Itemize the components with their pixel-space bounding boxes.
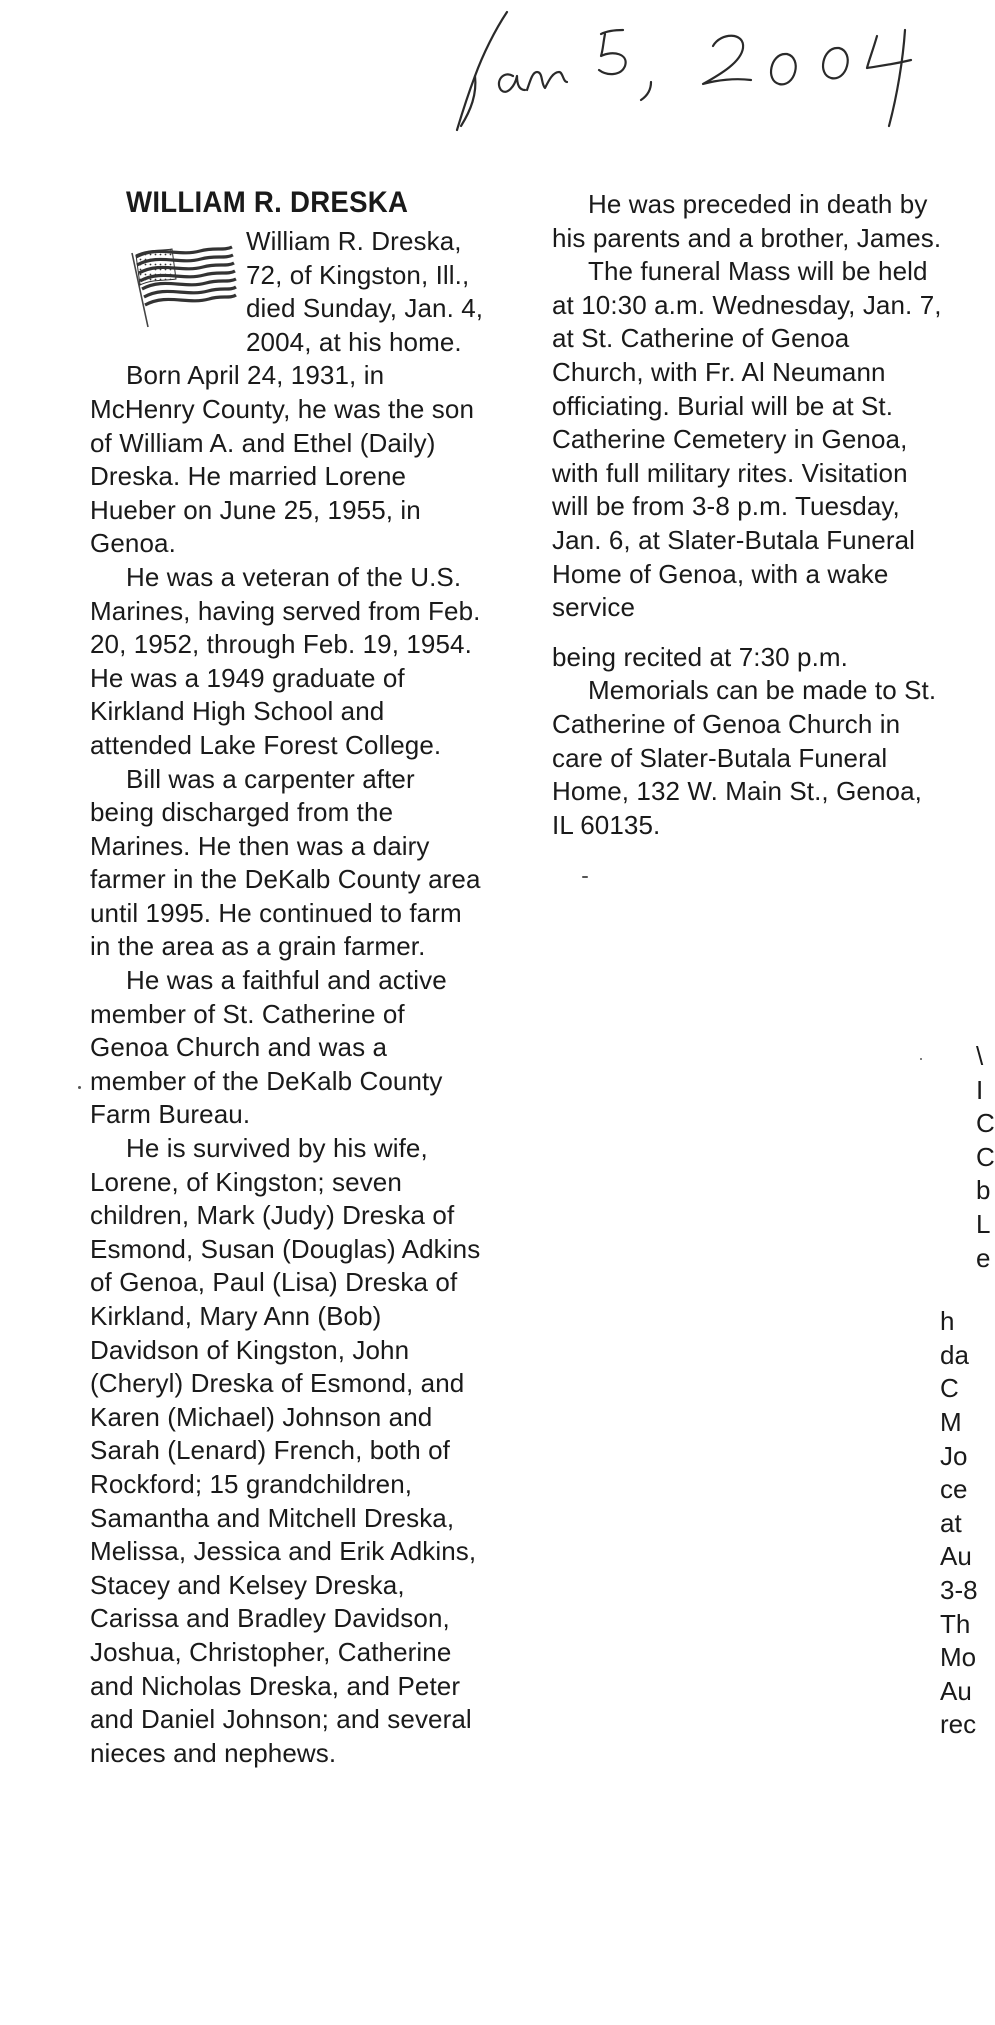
- obituary-paragraph-church: He was a faithful and active member of St. Catherine of Genoa Church and was a member of the DeKalb County Farm Bureau.: [90, 965, 447, 1130]
- obituary-paragraph-intro: William R. Dreska, 72, of Kingston, Ill., died Sunday, Jan. 4, 2004, at his home.: [246, 226, 484, 357]
- obituary-paragraph-memorials: Memorials can be made to St. Catherine of Genoa Church in care of Slater-Butala Funeral Home, 132 W. Main St., Genoa, IL 60135.: [552, 675, 937, 840]
- fragment-lower: Jo: [940, 1440, 968, 1471]
- obituary-paragraph-military: He was a veteran of the U.S. Marines, having served from Feb. 20, 1952, through Feb. 19, 1954. He was a 1949 graduate of Kirkland High School and attended Lake Forest College.: [90, 561, 481, 760]
- fragment-upper: L: [976, 1208, 991, 1239]
- fragment-lower: ce: [940, 1474, 968, 1505]
- fragment-lower: 3-8: [940, 1574, 978, 1605]
- fragment-lower: da: [940, 1339, 969, 1370]
- fragment-upper: e: [976, 1242, 991, 1273]
- obituary-paragraph-survivors: He is survived by his wife, Lorene, of Kingston; seven children, Mark (Judy) Dreska of Esmond, Susan (Douglas) Adkins of Genoa, Paul (Lisa) Dreska of Kirkland, Mary Ann (Bob) Davidson of Kingston, John (Cheryl) Dreska of Esmond, and Karen (Michael) Johnson and Sarah (Lenard) French, both of Rockford; 15 grandchildren, Samantha and Mitchell Dreska, Melissa, Jessica and Erik Adkins, Stacey and Kelsey Dreska, Carissa and Bradley Davidson, Joshua, Christopher, Catherine and Nicholas Dreska, and Peter and Daniel Johnson; and several nieces and nephews.: [90, 1133, 481, 1768]
- obituary-right-column: [552, 188, 947, 842]
- fragment-lower: Au: [940, 1675, 972, 1706]
- obituary-paragraph-services: The funeral Mass will be held at 10:30 a.m. Wednesday, Jan. 7, at St. Catherine of Genoa Church, with Fr. Al Neumann officiating. Burial will be at St. Catherine Cemetery in Genoa, with full military rites. Visitation will be from 3-8 p.m. Tuesday, Jan. 6, at Slater-Butala Funeral Home of Genoa, with a wake service: [552, 256, 942, 623]
- fragment-upper: C: [976, 1141, 995, 1172]
- obituary-left-column: [90, 185, 485, 1770]
- fragment-lower: Th: [940, 1608, 971, 1639]
- obituary-paragraph-career: Bill was a carpenter after being discharged from the Marines. He then was a dairy farmer in the DeKalb County area until 1995. He continued to farm in the area as a grain farmer.: [90, 763, 481, 962]
- american-flag-icon: [118, 227, 238, 335]
- fragment-lower: at: [940, 1507, 962, 1538]
- obituary-paragraph-birth: Born April 24, 1931, in McHenry County, he was the son of William A. and Ethel (Daily) Dreska. He married Lorene Hueber on June 25, 1955, in Genoa.: [90, 360, 475, 559]
- scan-speck: [582, 876, 588, 878]
- obituary-paragraph-preceded: He was preceded in death by his parents and a brother, James.: [552, 189, 942, 253]
- handwritten-date-strokes: [455, 10, 975, 140]
- scan-speck: [920, 1058, 922, 1060]
- fragment-lower: Mo: [940, 1642, 977, 1673]
- fragment-upper: b: [976, 1175, 991, 1206]
- obituary-headline: WILLIAM R. DRESKA: [126, 186, 409, 219]
- fragment-spacer: [940, 1275, 990, 1305]
- fragment-lower: Au: [940, 1541, 972, 1572]
- fragment-lower: h: [940, 1306, 955, 1337]
- scan-speck: [78, 1086, 81, 1089]
- neighboring-column-fragments: [940, 1040, 995, 1742]
- fragment-lower: rec: [940, 1709, 977, 1740]
- column-gap: [552, 625, 947, 641]
- fragment-upper: C: [976, 1108, 995, 1139]
- fragment-upper: \: [976, 1041, 984, 1071]
- fragment-upper: I: [976, 1074, 984, 1105]
- handwritten-date: [455, 10, 975, 140]
- obituary-paragraph-wake: being recited at 7:30 p.m.: [552, 641, 849, 672]
- fragment-lower: C: [940, 1373, 959, 1404]
- fragment-lower: M: [940, 1406, 962, 1437]
